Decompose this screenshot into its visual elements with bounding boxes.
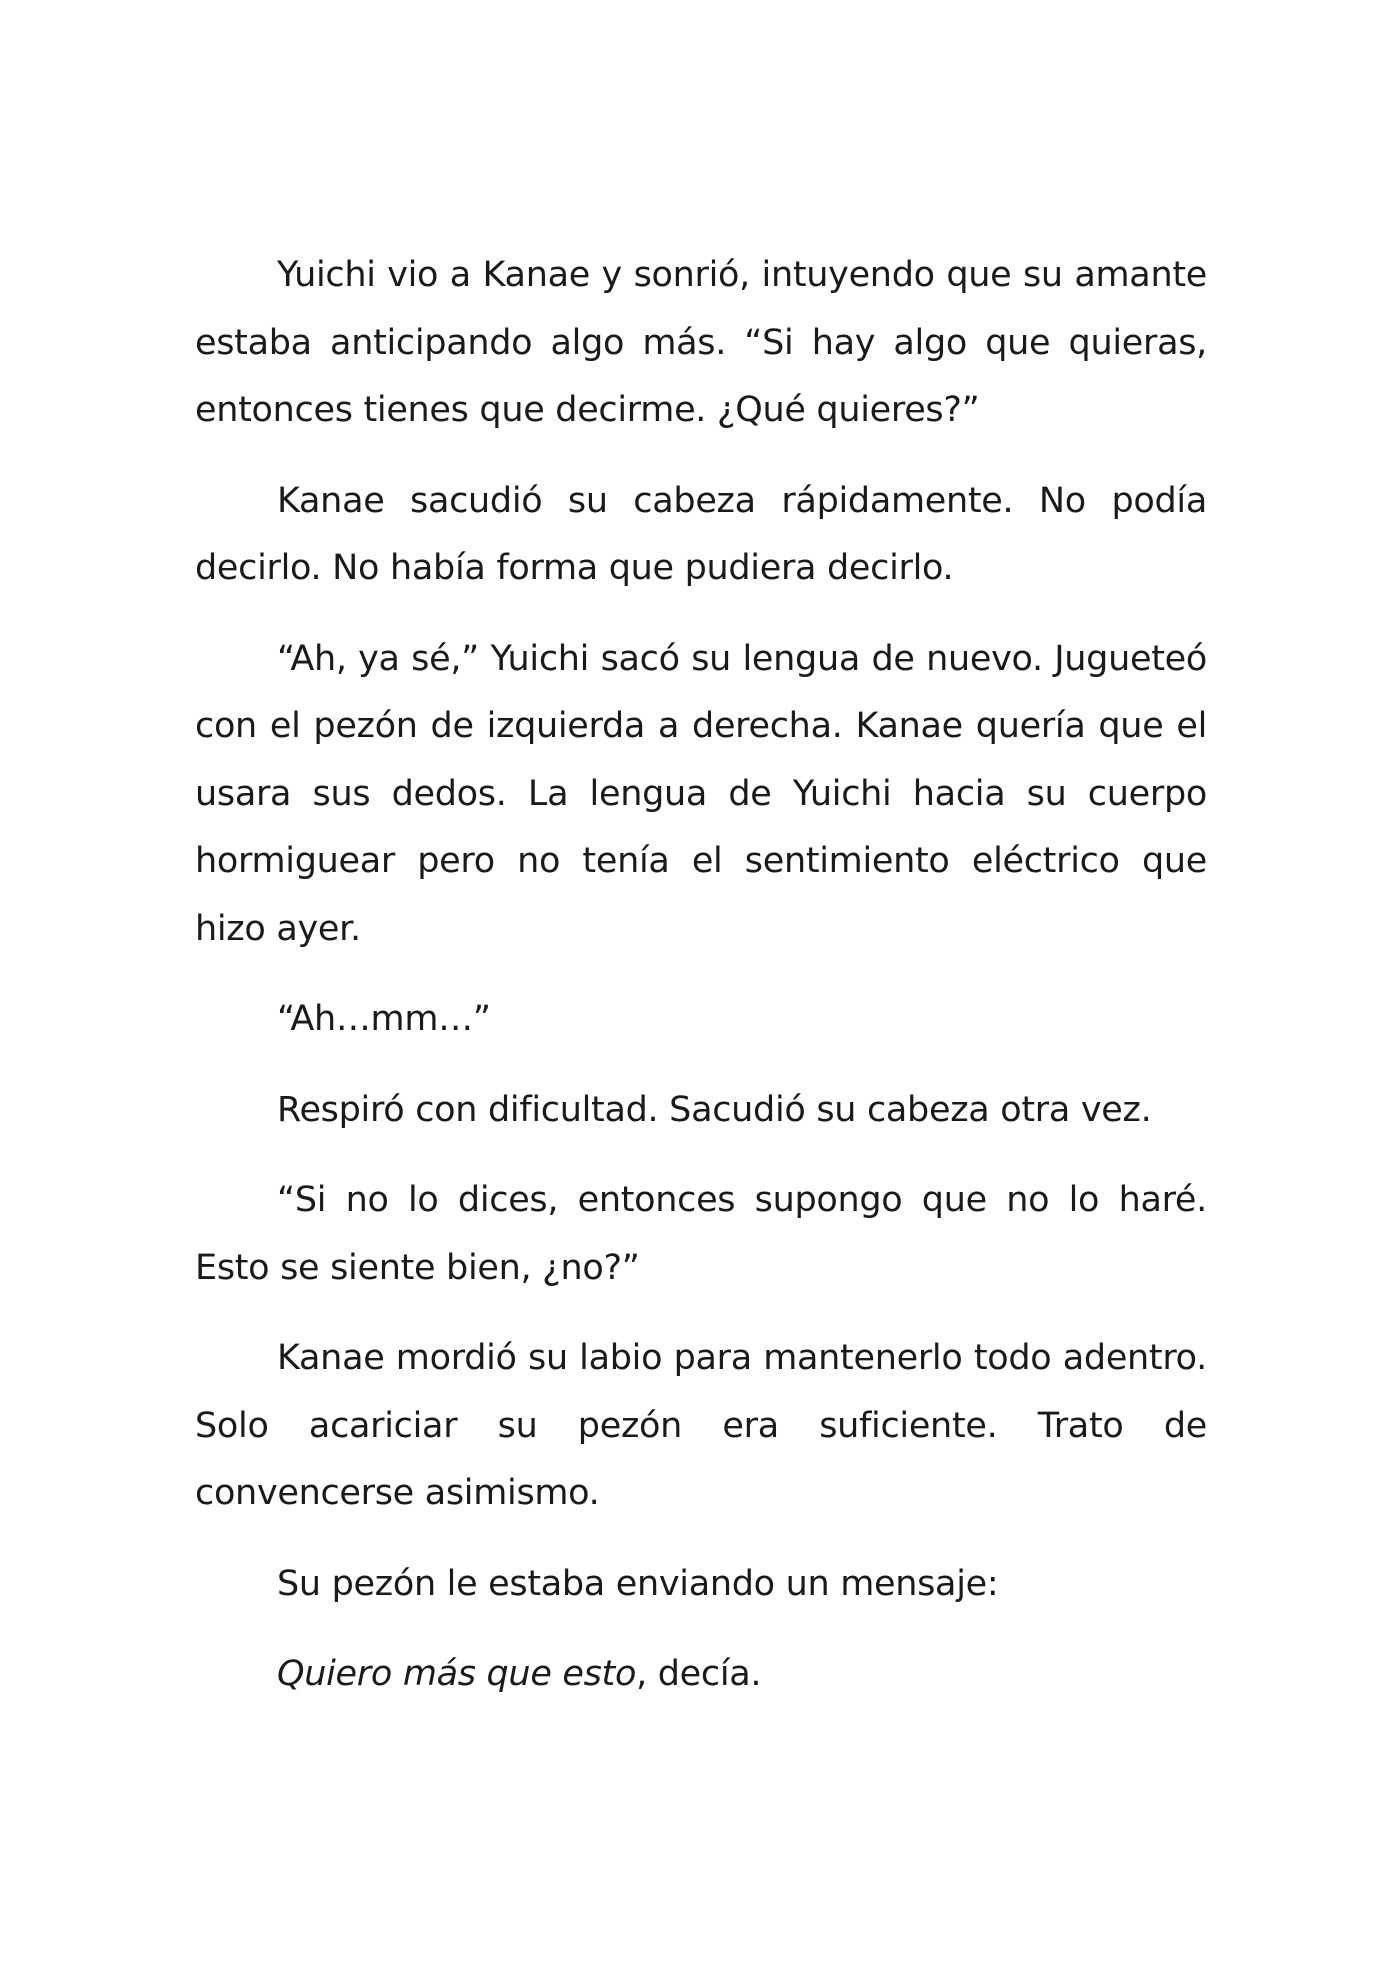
body-text <box>195 242 1207 1732</box>
paragraph-2: Kanae sacudió su cabeza rápidamente. No podía decirlo. No había forma que pudiera decirlo. <box>195 480 1207 588</box>
paragraph-8: Su pezón le estaba enviando un mensaje: <box>277 1563 999 1604</box>
paragraph-7: Kanae mordió su labio para mantenerlo todo adentro. Solo acariciar su pezón era suficiente. Trato de convencerse asimismo. <box>195 1338 1207 1513</box>
paragraph-6: “Si no lo dices, entonces supongo que no lo haré. Esto se siente bien, ¿no?” <box>195 1180 1207 1288</box>
paragraph-5: Respiró con dificultad. Sacudió su cabeza otra vez. <box>277 1089 1152 1130</box>
italic-phrase: Quiero más que esto <box>277 1654 637 1694</box>
paragraph-4: “Ah…mm…” <box>277 999 491 1039</box>
paragraph-3: “Ah, ya sé,” Yuichi sacó su lengua de nuevo. Jugueteó con el pezón de izquierda a derecha. Kanae quería que el usara sus dedos. La lengua de Yuichi hacia su cuerpo hormiguear pero no tenía el sentimiento eléctrico que hizo ayer. <box>195 638 1207 949</box>
paragraph-9-rest: , decía. <box>636 1654 762 1694</box>
paragraph-1: Yuichi vio a Kanae y sonrió, intuyendo que su amante estaba anticipando algo más. “Si hay algo que quieras, entonces tienes que decirme. ¿Qué quieres?” <box>195 255 1207 430</box>
paragraph-9 <box>195 1641 1207 1709</box>
